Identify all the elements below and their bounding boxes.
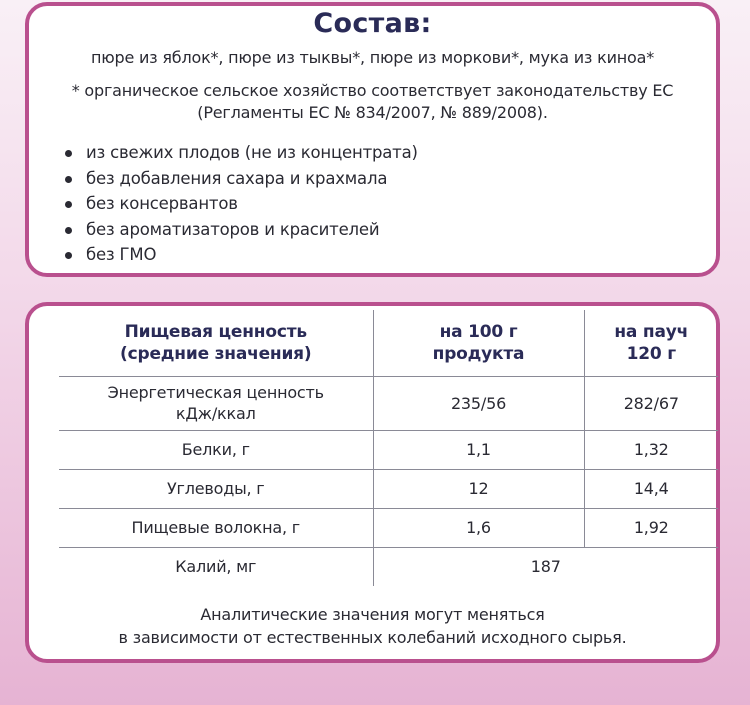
header-line: продукта <box>432 343 525 364</box>
nutrition-card <box>25 302 720 663</box>
benefit-item <box>65 191 418 217</box>
header-nutritional-value <box>59 310 373 376</box>
organic-note-line-1: * органическое сельское хозяйство соответствует законодательству ЕС <box>71 81 674 100</box>
footnote-line-2: в зависимости от естественных колебаний исходного сырья. <box>118 628 627 647</box>
composition-card <box>25 2 720 277</box>
table-header-row <box>59 310 718 376</box>
row-label-energy <box>59 376 373 430</box>
bullet-icon <box>65 201 72 208</box>
row-label-line: Энергетическая ценность <box>107 383 324 402</box>
benefit-item <box>65 140 418 166</box>
table-row <box>59 469 718 508</box>
organic-note <box>29 80 716 124</box>
table-row <box>59 547 718 586</box>
cell-potassium-value: 187 <box>373 547 718 586</box>
footnote-line-1: Аналитические значения могут меняться <box>200 605 545 624</box>
benefit-text: без консервантов <box>86 194 238 213</box>
row-label-carbs: Углеводы, г <box>59 469 373 508</box>
benefit-item <box>65 242 418 268</box>
table-row <box>59 508 718 547</box>
cell-per-pouch: 1,92 <box>584 508 718 547</box>
cell-per-100g: 12 <box>373 469 584 508</box>
header-line: на 100 г <box>439 321 518 342</box>
cell-per-pouch: 1,32 <box>584 430 718 469</box>
table-row <box>59 430 718 469</box>
benefit-item <box>65 166 418 192</box>
nutrition-table <box>59 310 718 586</box>
benefit-text: без ГМО <box>86 245 157 264</box>
analytical-footnote <box>29 603 716 649</box>
row-label-potassium: Калий, мг <box>59 547 373 586</box>
benefit-text: без ароматизаторов и красителей <box>86 219 380 239</box>
benefit-text: из свежих плодов (не из концентрата) <box>86 143 418 162</box>
row-label-line: кДж/ккал <box>175 404 256 423</box>
row-label-fiber: Пищевые волокна, г <box>59 508 373 547</box>
composition-title: Состав: <box>313 8 432 39</box>
bullet-icon <box>65 252 72 259</box>
benefits-list <box>65 140 418 268</box>
cell-per-100g: 1,1 <box>373 430 584 469</box>
cell-per-100g: 1,6 <box>373 508 584 547</box>
header-line: на пауч <box>614 321 689 342</box>
bullet-icon <box>65 227 72 234</box>
bullet-icon <box>65 176 72 183</box>
benefit-item <box>65 217 418 243</box>
header-per-pouch <box>584 310 718 376</box>
row-label-protein: Белки, г <box>59 430 373 469</box>
bullet-icon <box>65 150 72 157</box>
header-per-100g <box>373 310 584 376</box>
ingredients-text: пюре из яблок*, пюре из тыквы*, пюре из моркови*, мука из киноа* <box>90 48 655 67</box>
cell-per-100g: 235/56 <box>373 376 584 430</box>
cell-per-pouch: 14,4 <box>584 469 718 508</box>
header-line: 120 г <box>626 343 676 364</box>
table-row <box>59 376 718 430</box>
header-line: (средние значения) <box>120 343 312 364</box>
benefit-text: без добавления сахара и крахмала <box>86 168 388 188</box>
organic-note-line-2: (Регламенты ЕС № 834/2007, № 889/2008). <box>197 103 548 122</box>
header-line: Пищевая ценность <box>124 321 307 342</box>
cell-per-pouch: 282/67 <box>584 376 718 430</box>
